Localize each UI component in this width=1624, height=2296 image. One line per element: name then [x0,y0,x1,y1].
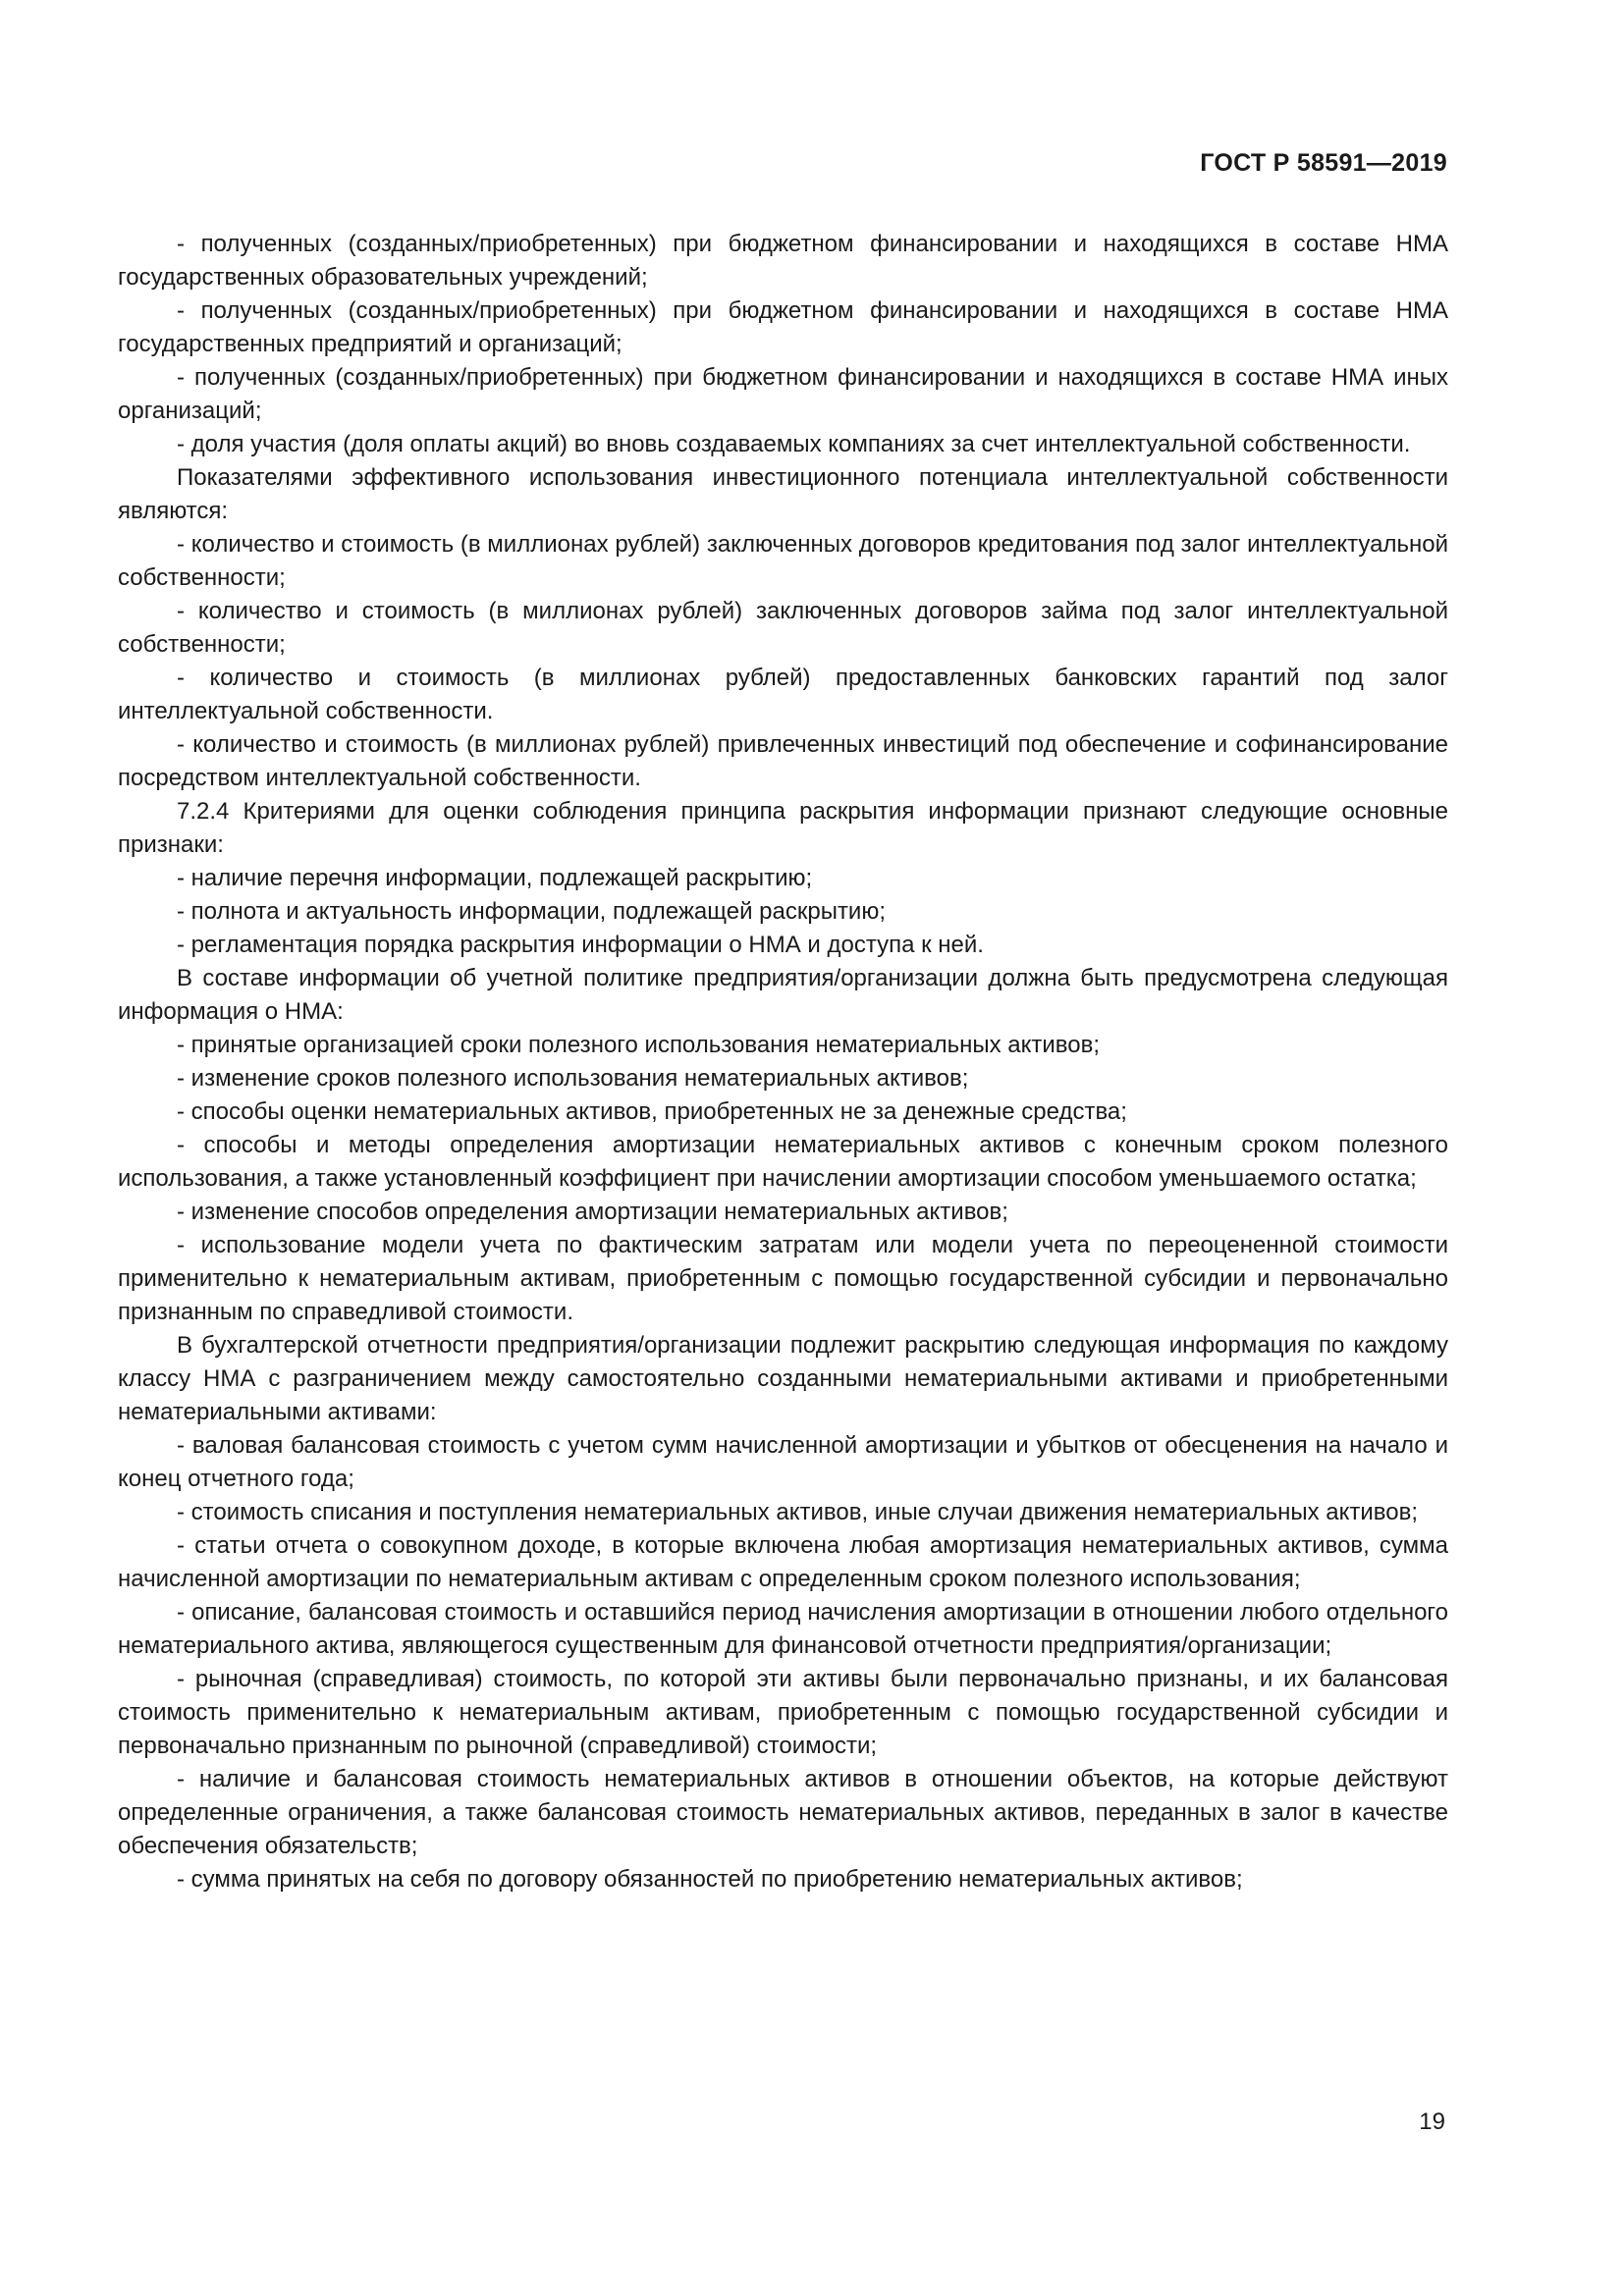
body-paragraph: - изменение сроков полезного использования нематериальных активов; [177,1065,969,1092]
body-paragraph: - рыночная (справедливая) стоимость, по которой эти активы были первоначально признаны, и их балансовая стоимость применительно к нематериальным активам, приобретенным с помощью государственной субсидии и первоначально признанным по рыночной (справедливой) стоимости; [118,1666,1448,1759]
body-paragraph: - использование модели учета по фактическим затратам или модели учета по переоцененной стоимости применительно к нематериальным активам, приобретенным с помощью государственной субсидии и первоначально признанным по справедливой стоимости. [118,1232,1448,1325]
body-paragraph: - количество и стоимость (в миллионах рублей) заключенных договоров кредитования под залог интеллектуальной собственности; [118,531,1448,591]
body-paragraph: - полученных (созданных/приобретенных) при бюджетном финансировании и находящихся в составе НМА государственных образовательных учреждений; [118,231,1448,291]
body-paragraph: - принятые организацией сроки полезного использования нематериальных активов; [177,1032,1101,1058]
body-paragraph: - изменение способов определения амортизации нематериальных активов; [177,1199,1008,1225]
body-paragraph: В бухгалтерской отчетности предприятия/организации подлежит раскрытию следующая информация по каждому классу НМА с разграничением между самостоятельно созданными нематериальными активами и приобретенными нематериальными активами: [118,1332,1448,1425]
body-paragraph: - регламентация порядка раскрытия информации о НМА и доступа к ней. [177,932,984,958]
body-paragraph: - валовая балансовая стоимость с учетом сумм начисленной амортизации и убытков от обесценения на начало и конец отчетного года; [118,1432,1448,1492]
body-paragraph: Показателями эффективного использования инвестиционного потенциала интеллектуальной собственности являются: [118,464,1448,524]
body-paragraph: - доля участия (доля оплаты акций) во вновь создаваемых компаниях за счет интеллектуальной собственности. [177,431,1411,457]
page-number: 19 [1419,2109,1445,2135]
body-paragraph: - статьи отчета о совокупном доходе, в которые включена любая амортизация нематериальных активов, сумма начисленной амортизации по нематериальным активам с определенным сроком полезного использования; [118,1532,1448,1592]
standard-code-header: ГОСТ Р 58591—2019 [1200,149,1447,177]
body-paragraph: - полнота и актуальность информации, подлежащей раскрытию; [177,898,887,925]
body-paragraph: - способы и методы определения амортизации нематериальных активов с конечным сроком полезного использования, а также установленный коэффициент при начислении амортизации способом уменьшаемого остатка; [118,1132,1448,1192]
body-paragraph: - описание, балансовая стоимость и оставшийся период начисления амортизации в отношении любого отдельного нематериального актива, являющегося существенным для финансовой отчетности предприятия/организации; [118,1599,1448,1659]
body-paragraph: - количество и стоимость (в миллионах рублей) заключенных договоров займа под залог интеллектуальной собственности; [118,598,1448,658]
body-paragraph: - полученных (созданных/приобретенных) при бюджетном финансировании и находящихся в составе НМА иных организаций; [118,364,1448,424]
body-text [118,228,1448,1896]
body-paragraph: - количество и стоимость (в миллионах рублей) предоставленных банковских гарантий под залог интеллектуальной собственности. [118,665,1448,724]
body-paragraph: В составе информации об учетной политике предприятия/организации должна быть предусмотрена следующая информация о НМА: [118,965,1448,1025]
body-paragraph: - сумма принятых на себя по договору обязанностей по приобретению нематериальных активов; [177,1866,1243,1893]
body-paragraph: - количество и стоимость (в миллионах рублей) привлеченных инвестиций под обеспечение и софинансирование посредством интеллектуальной собственности. [118,731,1448,791]
body-paragraph: - стоимость списания и поступления нематериальных активов, иные случаи движения нематериальных активов; [177,1499,1419,1525]
body-paragraph: 7.2.4 Критериями для оценки соблюдения принципа раскрытия информации признают следующие основные признаки: [118,798,1448,858]
body-paragraph: - наличие и балансовая стоимость нематериальных активов в отношении объектов, на которые действуют определенные ограничения, а также балансовая стоимость нематериальных активов, переданных в залог в качестве обеспечения обязательств; [118,1766,1448,1859]
body-paragraph: - полученных (созданных/приобретенных) при бюджетном финансировании и находящихся в составе НМА государственных предприятий и организаций; [118,297,1448,357]
body-paragraph: - способы оценки нематериальных активов, приобретенных не за денежные средства; [177,1098,1127,1125]
body-paragraph: - наличие перечня информации, подлежащей раскрытию; [177,865,813,891]
